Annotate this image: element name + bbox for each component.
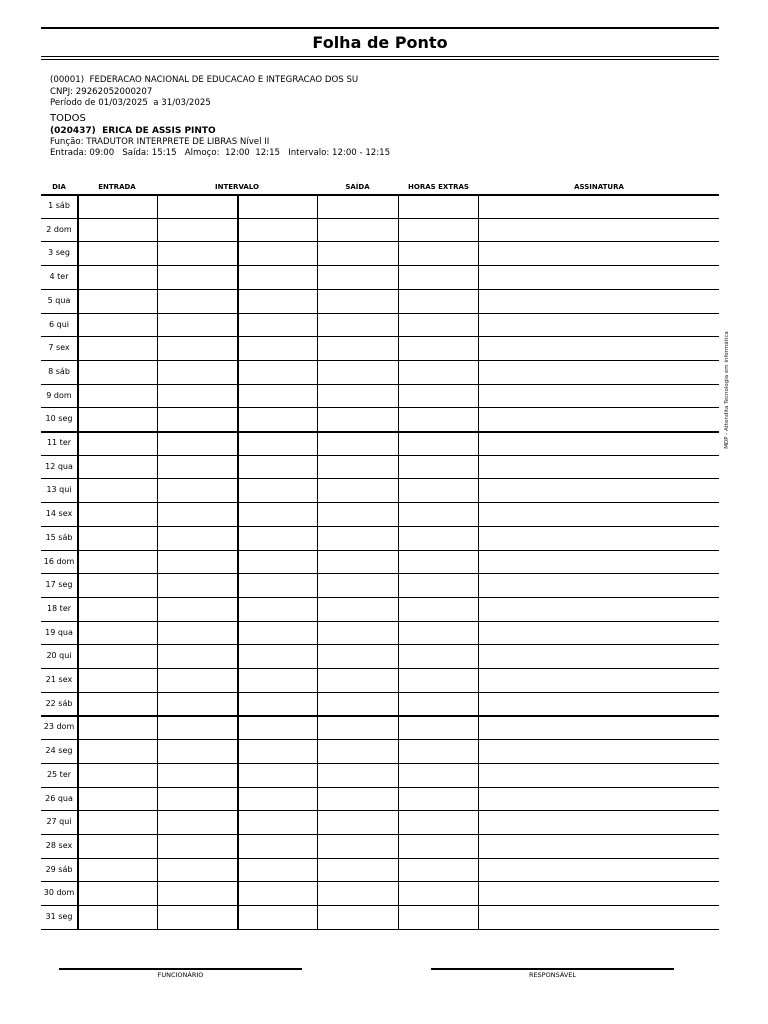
row-divider <box>41 621 719 622</box>
period: Período de 01/03/2025 a 31/03/2025 <box>50 98 211 108</box>
column-divider <box>77 194 79 930</box>
column-header-assinatura: ASSINATURA <box>574 183 624 191</box>
day-label: 12 qua <box>45 461 73 471</box>
row-divider <box>41 715 719 717</box>
day-label: 20 qui <box>46 651 72 661</box>
page-title: Folha de Ponto <box>312 33 448 52</box>
title-rule <box>41 56 719 57</box>
day-label: 10 seg <box>45 414 73 424</box>
row-divider <box>41 739 719 740</box>
row-divider <box>41 502 719 503</box>
day-label: 1 sáb <box>48 201 70 210</box>
row-divider <box>41 834 719 835</box>
row-divider <box>41 360 719 361</box>
column-header-intervalo: INTERVALO <box>215 183 259 191</box>
day-label: 18 ter <box>46 603 72 613</box>
row-divider <box>41 692 719 693</box>
row-divider <box>41 763 719 764</box>
row-divider <box>41 929 719 930</box>
day-label: 7 sex <box>48 343 70 353</box>
row-divider <box>41 384 719 385</box>
row-divider <box>41 787 719 788</box>
row-divider <box>41 550 719 551</box>
work-schedule: Entrada: 09:00 Saída: 15:15 Almoço: 12:00 12:15 Intervalo: 12:00 - 12:15 <box>50 148 391 158</box>
employee-name: (020437) ERICA DE ASSIS PINTO <box>50 125 216 136</box>
day-label: 13 qui <box>46 485 72 495</box>
day-label: 19 qua <box>45 627 73 637</box>
manager-signature-label: RESPONSÁVEL <box>528 971 577 979</box>
column-divider <box>157 194 158 930</box>
row-divider <box>41 455 719 456</box>
day-label: 11 ter <box>46 438 72 447</box>
row-divider <box>41 313 719 314</box>
software-credit-text: MDP - Attendita Tecnologia em Informática <box>724 331 730 449</box>
day-label: 28 sex <box>45 840 73 850</box>
day-label: 2 dom <box>46 224 72 234</box>
row-divider <box>41 336 719 337</box>
day-label: 6 qui <box>48 319 69 329</box>
timesheet-table <box>41 180 719 932</box>
row-divider <box>41 431 719 433</box>
day-label: 22 sáb <box>45 698 73 708</box>
day-label: 3 seg <box>48 248 70 258</box>
row-divider <box>41 881 719 882</box>
sheet-header <box>50 75 390 160</box>
row-divider <box>41 218 719 219</box>
row-divider <box>41 289 719 290</box>
row-divider <box>41 265 719 266</box>
row-divider <box>41 526 719 527</box>
column-header-dia: DIA <box>52 183 66 191</box>
day-label: 30 dom <box>43 888 75 898</box>
employee-signature-label: FUNCIONÁRIO <box>157 971 204 979</box>
row-divider <box>41 597 719 598</box>
row-divider <box>41 573 719 574</box>
column-divider <box>478 194 479 930</box>
day-label: 24 seg <box>45 746 73 756</box>
row-divider <box>41 668 719 669</box>
column-header-saida: SAÍDA <box>345 183 370 191</box>
row-divider <box>41 407 719 408</box>
day-label: 5 qua <box>47 295 71 305</box>
column-header-entrada: ENTRADA <box>98 183 136 191</box>
employee-role: Função: TRADUTOR INTERPRETE DE LIBRAS Nível II <box>50 136 270 147</box>
day-label: 14 sex <box>45 509 73 519</box>
day-label: 9 dom <box>46 390 72 400</box>
manager-signature-line <box>431 968 674 970</box>
day-label: 4 ter <box>49 272 69 282</box>
row-divider <box>41 644 719 645</box>
day-label: 16 dom <box>43 556 75 566</box>
company-cnpj: CNPJ: 29262052000207 <box>50 86 153 97</box>
day-label: 26 qua <box>45 793 73 803</box>
day-label: 25 ter <box>46 769 72 779</box>
row-divider <box>41 858 719 859</box>
title-rule <box>41 59 719 60</box>
day-label: 29 sáb <box>45 864 73 874</box>
column-divider <box>317 194 318 930</box>
row-divider <box>41 810 719 811</box>
top-rule <box>41 27 719 29</box>
row-divider <box>41 194 719 196</box>
row-divider <box>41 478 719 479</box>
day-label: 15 sáb <box>45 532 73 542</box>
day-label: 31 seg <box>45 912 73 921</box>
day-label: 27 qui <box>46 817 72 827</box>
day-label: 21 sex <box>45 675 73 684</box>
row-divider <box>41 241 719 242</box>
column-divider <box>237 194 239 930</box>
row-divider <box>41 905 719 906</box>
day-label: 17 seg <box>45 580 73 590</box>
column-header-horas-extras: HORAS EXTRAS <box>408 183 469 191</box>
company-name: (00001) FEDERACAO NACIONAL DE EDUCACAO E INTEGRACAO DOS SU <box>50 75 359 85</box>
day-label: 23 dom <box>43 722 75 732</box>
filter-label: TODOS <box>50 112 86 124</box>
day-label: 8 sáb <box>48 366 70 376</box>
column-divider <box>398 194 399 930</box>
employee-signature-line <box>59 968 302 970</box>
